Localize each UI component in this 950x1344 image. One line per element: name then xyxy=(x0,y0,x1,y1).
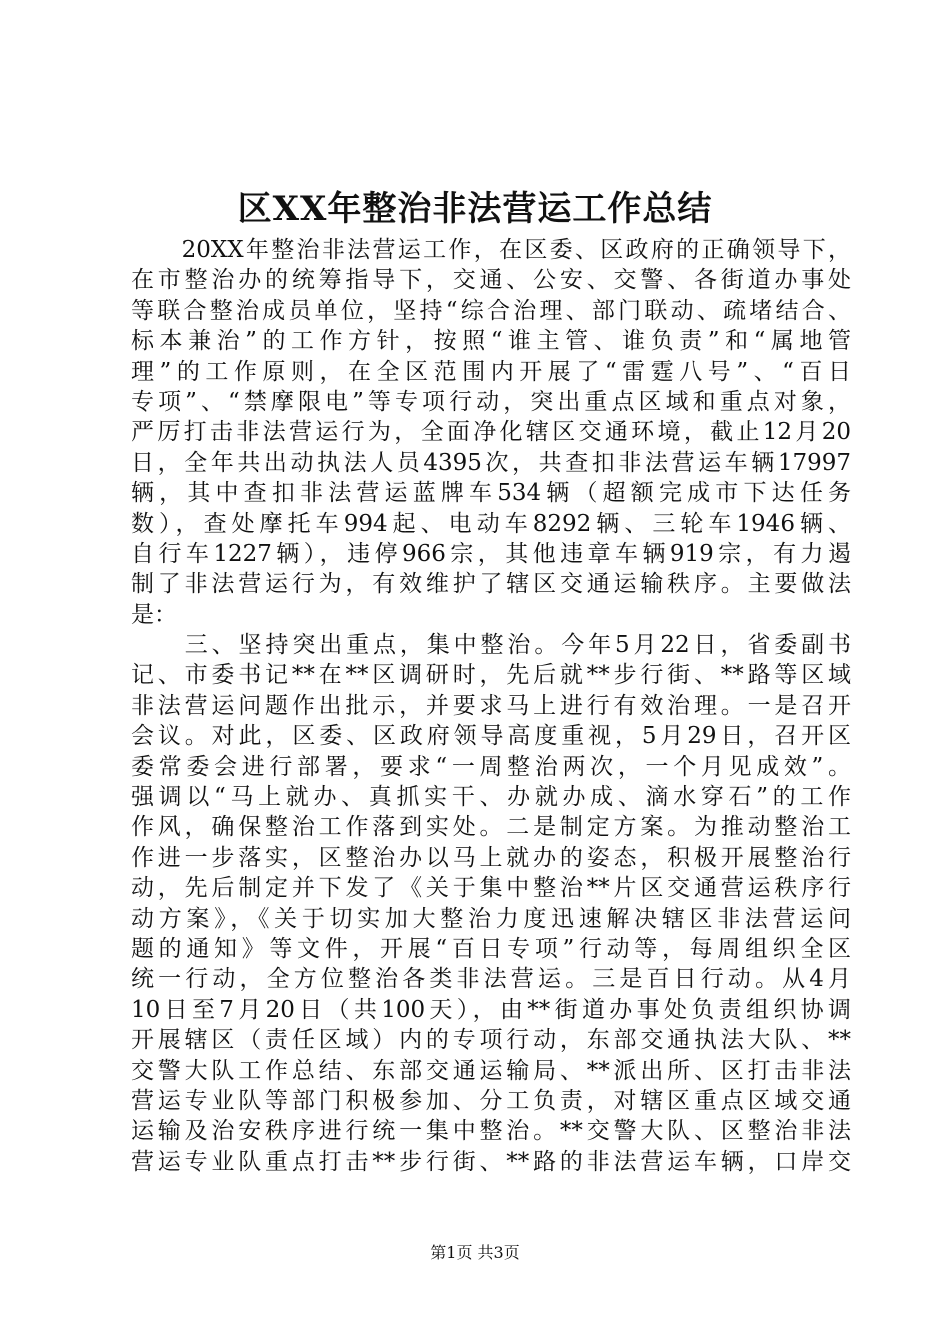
body-line: 等联合整治成员单位，坚持“综合治理、部门联动、疏堵结合、 xyxy=(131,297,851,324)
body-line: 营运专业队等部门积极参加、分工负责，对辖区重点区域交通 xyxy=(131,1087,851,1114)
body-line: 辆，其中查扣非法营运蓝牌车534辆（超额完成市下达任务 xyxy=(131,480,851,507)
body-line: 10日至7月20日（共100天），由**街道办事处负责组织协调 xyxy=(131,996,851,1023)
body-line: 理”的工作原则，在全区范围内开展了“雷霆八号”、“百日 xyxy=(131,358,851,385)
body-line: 动方案》，《关于切实加大整治力度迅速解决辖区非法营运问 xyxy=(131,905,851,932)
body-line: 是： xyxy=(131,601,177,628)
body-line: 动，先后制定并下发了《关于集中整治**片区交通营运秩序行 xyxy=(131,875,851,902)
body-line: 严厉打击非法营运行为，全面净化辖区交通环境，截止12月20 xyxy=(131,419,851,446)
body-line: 记、市委书记**在**区调研时，先后就**步行街、**路等区域 xyxy=(131,662,851,689)
document-title: 区XX年整治非法营运工作总结 xyxy=(237,189,713,229)
body-line: 统一行动，全方位整治各类非法营运。三是百日行动。从4月 xyxy=(131,966,851,993)
body-line: 日，全年共出动执法人员4395次，共查扣非法营运车辆17997 xyxy=(131,449,851,476)
document-body xyxy=(131,235,851,1177)
body-line: 营运专业队重点打击**步行街、**路的非法营运车辆，口岸交 xyxy=(131,1148,851,1175)
body-line: 交警大队工作总结、东部交通运输局、**派出所、区打击非法 xyxy=(131,1057,851,1084)
body-line: 制了非法营运行为，有效维护了辖区交通运输秩序。主要做法 xyxy=(131,571,851,598)
body-line: 委常委会进行部署，要求“一周整治两次，一个月见成效”。 xyxy=(131,753,851,780)
page-footer: 第1页 共3页 xyxy=(430,1243,520,1262)
body-line: 非法营运问题作出批示，并要求马上进行有效治理。一是召开 xyxy=(131,692,851,719)
body-line: 自行车1227辆），违停966宗，其他违章车辆919宗，有力遏 xyxy=(131,540,851,567)
body-line: 开展辖区（责任区域）内的专项行动，东部交通执法大队、** xyxy=(131,1027,851,1054)
body-line: 数），查处摩托车994起、电动车8292辆、三轮车1946辆、 xyxy=(131,510,851,537)
body-line: 题的通知》等文件，开展“百日专项”行动等，每周组织全区 xyxy=(131,935,851,962)
body-line: 强调以“马上就办、真抓实干、办就办成、滴水穿石”的工作 xyxy=(131,784,851,811)
body-line: 20XX年整治非法营运工作，在区委、区政府的正确领导下， xyxy=(131,237,851,263)
body-line: 在市整治办的统筹指导下，交通、公安、交警、各街道办事处 xyxy=(131,267,851,294)
body-line: 会议。对此，区委、区政府领导高度重视，5月29日，召开区 xyxy=(131,723,851,750)
body-line: 作风，确保整治工作落到实处。二是制定方案。为推动整治工 xyxy=(131,814,851,841)
body-line: 标本兼治”的工作方针，按照“谁主管、谁负责”和“属地管 xyxy=(131,328,851,355)
body-line: 三、坚持突出重点，集中整治。今年5月22日，省委副书 xyxy=(131,632,851,659)
body-line: 运输及治安秩序进行统一集中整治。**交警大队、区整治非法 xyxy=(131,1118,851,1145)
body-line: 作进一步落实，区整治办以马上就办的姿态，积极开展整治行 xyxy=(131,844,851,871)
body-line: 专项”、“禁摩限电”等专项行动，突出重点区域和重点对象， xyxy=(131,388,851,415)
